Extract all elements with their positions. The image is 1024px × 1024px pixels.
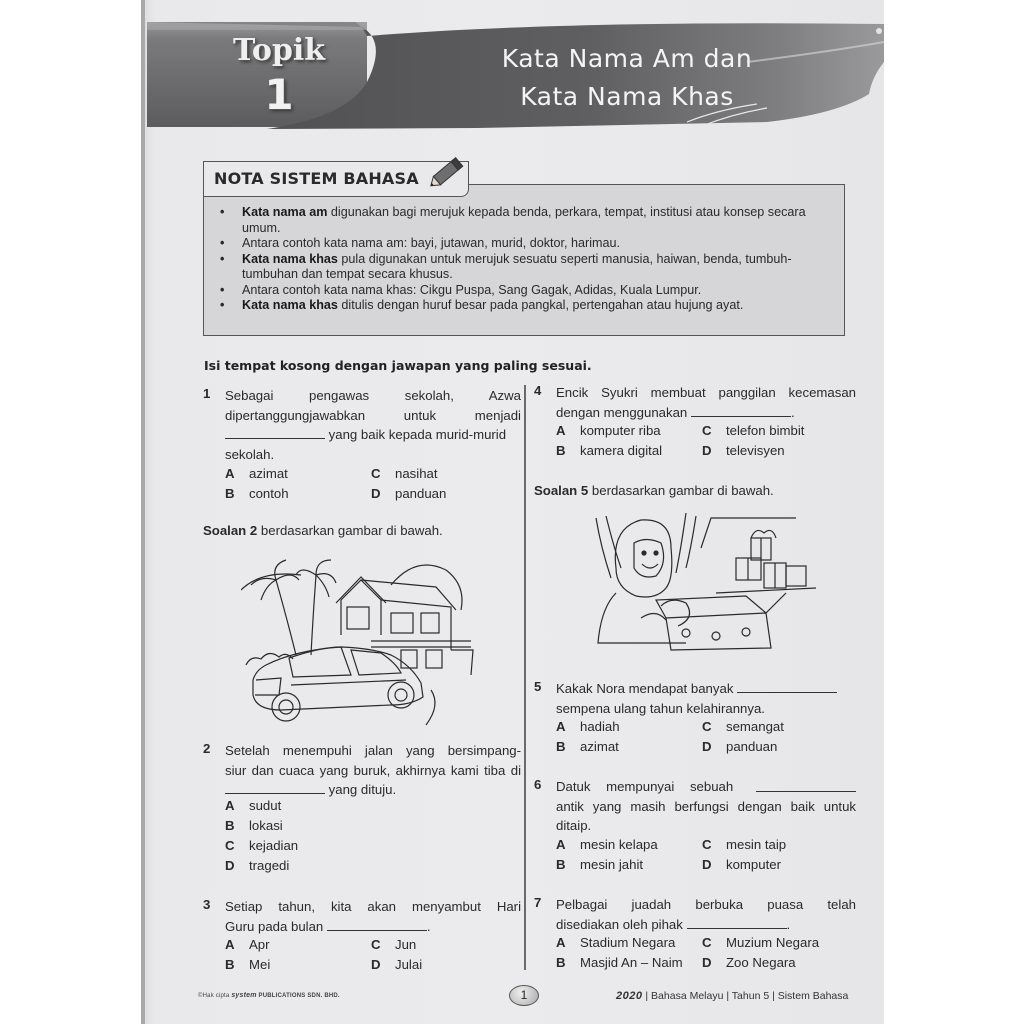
stem-line: sekolah. — [225, 447, 275, 463]
option-text: panduan — [726, 739, 778, 754]
nota-point-text: ditulis dengan huruf besar pada pangkal, pertengahan atau hujung ayat. — [337, 298, 744, 312]
option-b[interactable] — [556, 855, 643, 875]
option-text: komputer riba — [580, 423, 661, 438]
option-text: contoh — [249, 486, 289, 501]
stem-text: . — [790, 404, 795, 420]
option-letter: D — [702, 955, 712, 970]
option-d[interactable] — [702, 737, 777, 757]
option-text: sudut — [249, 798, 282, 813]
answer-blank[interactable] — [225, 427, 325, 439]
nota-point-text: Antara contoh kata nama am: bayi, jutawan, murid, doktor, harimau. — [242, 236, 621, 250]
copyright-prefix: ©Hak cipta — [198, 993, 232, 999]
question-number: 3 — [203, 897, 211, 912]
nota-point — [218, 252, 836, 283]
option-letter: D — [702, 857, 712, 872]
option-text: azimat — [249, 466, 288, 481]
question-stem — [556, 679, 856, 718]
option-a[interactable] — [225, 796, 281, 816]
question-3 — [203, 897, 521, 977]
topic-number: 1 — [264, 70, 294, 119]
option-letter: C — [702, 423, 712, 438]
option-letter: B — [225, 957, 235, 972]
stem-line — [556, 915, 856, 935]
option-text: Zoo Negara — [726, 955, 796, 970]
stem-text: . — [426, 918, 431, 934]
option-text: nasihat — [395, 466, 438, 481]
pencil-icon — [424, 150, 472, 194]
stem-line — [556, 403, 856, 423]
option-text: Apr — [249, 937, 270, 952]
option-letter: A — [225, 466, 235, 481]
option-a[interactable] — [225, 464, 288, 484]
option-c[interactable] — [371, 935, 416, 955]
option-text: telefon bimbit — [726, 423, 805, 438]
option-text: Muzium Negara — [726, 935, 820, 950]
answer-blank[interactable] — [327, 919, 427, 931]
option-letter: A — [225, 798, 235, 813]
option-letter: B — [225, 486, 235, 501]
stem-line — [556, 777, 856, 797]
option-letter: A — [225, 937, 235, 952]
option-text: mesin jahit — [580, 857, 644, 872]
option-d[interactable] — [702, 441, 785, 461]
option-letter: B — [556, 443, 566, 458]
option-letter: B — [556, 955, 566, 970]
option-a[interactable] — [556, 421, 661, 441]
option-text: kamera digital — [580, 443, 663, 458]
option-text: Stadium Negara — [580, 935, 676, 950]
option-c[interactable] — [702, 933, 819, 953]
option-d[interactable] — [702, 855, 781, 875]
nota-point-text: pula digunakan untuk merujuk sesuatu seperti manusia, haiwan, benda, tumbuh-tumbuhan dan tempat secara khusus. — [242, 251, 792, 281]
publisher-brand: system — [231, 992, 257, 999]
nota-point-keyword: Kata nama am — [242, 205, 328, 219]
option-letter: C — [225, 838, 235, 853]
stem-text: disediakan oleh pihak — [556, 916, 683, 932]
stimulus-label-q2 — [203, 523, 443, 538]
option-a[interactable] — [556, 835, 658, 855]
option-text: kejadian — [249, 838, 299, 853]
stem-line: sempena ulang tahun kelahirannya. — [556, 700, 765, 716]
option-text: Masjid An – Naim — [580, 955, 683, 970]
option-b[interactable] — [556, 441, 662, 461]
option-text: televisyen — [726, 443, 785, 458]
book-meta — [616, 990, 848, 1002]
topic-title-line1: Kata Nama Am dan — [501, 44, 753, 73]
stem-line: siur dan cuaca yang buruk, akhirnya kami tiba di — [225, 762, 521, 778]
option-c[interactable] — [225, 836, 298, 856]
stem-line: Sebagai pengawas sekolah, Azwa — [225, 388, 521, 403]
option-letter: D — [702, 739, 712, 754]
instruction-text: Isi tempat kosong dengan jawapan yang paling sesuai. — [204, 358, 592, 373]
question-number: 5 — [534, 679, 542, 694]
nota-list — [218, 205, 836, 314]
question-6 — [534, 777, 856, 877]
question-number: 4 — [534, 383, 542, 398]
stimulus-label-text: berdasarkan gambar di bawah. — [257, 523, 443, 538]
question-number: 6 — [534, 777, 542, 792]
stimulus-label-text: berdasarkan gambar di bawah. — [588, 483, 774, 498]
question-number: 1 — [203, 386, 211, 401]
question-2 — [203, 741, 521, 871]
question-number: 7 — [534, 895, 542, 910]
stem-line: dipertanggungjawabkan untuk menjadi — [225, 407, 521, 423]
page-number-badge: 1 — [509, 985, 539, 1006]
publisher-name: PUBLICATIONS SDN. BHD. — [256, 993, 340, 999]
page-binding-edge — [141, 0, 145, 1024]
question-stem — [225, 386, 521, 465]
stem-text: dengan menggunakan — [556, 404, 688, 420]
question-5 — [534, 679, 856, 759]
stem-text: Datuk mempunyai sebuah — [556, 779, 734, 794]
answer-blank[interactable] — [687, 917, 787, 929]
stem-line: Pelbagai juadah berbuka puasa telah — [556, 897, 856, 912]
option-d[interactable] — [371, 955, 422, 975]
question-stem — [556, 383, 856, 422]
option-text: tragedi — [249, 858, 290, 873]
option-c[interactable] — [702, 421, 804, 441]
girl-opening-gift-illustration — [586, 508, 826, 653]
nota-point-text: digunakan bagi merujuk kepada benda, perkara, tempat, institusi atau konsep secara umum. — [242, 205, 806, 235]
nota-point-keyword: Kata nama khas — [242, 251, 338, 266]
stem-line — [225, 425, 521, 445]
stem-line: antik yang masih berfungsi dengan baik untuk — [556, 798, 856, 814]
question-stem — [556, 777, 856, 836]
stem-line: Setiap tahun, kita akan menyambut Hari — [225, 899, 521, 914]
option-a[interactable] — [556, 717, 620, 737]
option-text: semangat — [726, 719, 784, 734]
option-c[interactable] — [371, 464, 438, 484]
option-text: mesin taip — [726, 837, 787, 852]
book-year: 2020 — [616, 990, 643, 1002]
nota-point — [218, 298, 836, 314]
topic-label: Topik — [232, 33, 326, 68]
option-letter: A — [556, 837, 566, 852]
stem-line: ditaip. — [556, 818, 592, 834]
book-subject-info: | Bahasa Melayu | Tahun 5 | Sistem Bahasa — [642, 990, 849, 1002]
answer-blank[interactable] — [737, 681, 837, 693]
option-d[interactable] — [371, 484, 446, 504]
option-letter: D — [225, 858, 235, 873]
house-car-illustration — [241, 555, 481, 730]
workbook-page — [141, 0, 884, 1024]
option-text: lokasi — [249, 818, 283, 833]
nota-point — [218, 283, 836, 299]
option-a[interactable] — [556, 933, 675, 953]
answer-blank[interactable] — [225, 782, 325, 794]
question-7 — [534, 895, 856, 975]
option-letter: D — [371, 486, 381, 501]
option-a[interactable] — [225, 935, 270, 955]
option-letter: A — [556, 719, 566, 734]
stem-line — [225, 917, 521, 937]
option-b[interactable] — [225, 955, 270, 975]
option-text: Jun — [395, 937, 417, 952]
option-letter: A — [556, 935, 566, 950]
option-letter: B — [225, 818, 235, 833]
stem-text: yang dituju. — [328, 782, 397, 798]
stem-text: . — [786, 916, 791, 932]
stem-text: Kakak Nora mendapat banyak — [556, 681, 734, 696]
option-letter: C — [702, 837, 712, 852]
option-d[interactable] — [702, 953, 796, 973]
option-b[interactable] — [556, 953, 683, 973]
option-letter: B — [556, 857, 566, 872]
nota-box — [203, 184, 845, 336]
option-text: Mei — [249, 957, 271, 972]
stem-text: yang baik kepada murid-murid — [328, 427, 507, 443]
nota-heading: NOTA SISTEM BAHASA — [214, 169, 419, 188]
stem-line: Encik Syukri membuat panggilan kecemasan — [556, 385, 856, 400]
option-b[interactable] — [225, 816, 283, 836]
option-letter: D — [702, 443, 712, 458]
option-text: komputer — [726, 857, 781, 872]
question-4 — [534, 383, 856, 463]
answer-blank[interactable] — [691, 405, 791, 417]
nota-point — [218, 205, 836, 236]
option-letter: A — [556, 423, 566, 438]
question-stem — [225, 897, 521, 936]
option-text: Julai — [395, 957, 423, 972]
option-letter: C — [371, 466, 381, 481]
answer-blank[interactable] — [756, 780, 856, 792]
stimulus-label-bold: Soalan 2 — [203, 523, 258, 538]
question-stem — [556, 895, 856, 934]
option-letter: C — [371, 937, 381, 952]
stem-line: Setelah menempuhi jalan yang bersimpang- — [225, 743, 521, 758]
topic-title-line2: Kata Nama Khas — [520, 82, 734, 111]
question-number: 2 — [203, 741, 211, 756]
stem-text: Guru pada bulan — [225, 918, 324, 934]
option-b[interactable] — [225, 484, 289, 504]
stem-line — [556, 679, 856, 699]
question-1 — [203, 386, 521, 506]
column-divider — [524, 385, 526, 970]
option-b[interactable] — [556, 737, 619, 757]
option-c[interactable] — [702, 717, 784, 737]
topic-banner — [147, 22, 884, 129]
option-text: azimat — [580, 739, 619, 754]
copyright-notice — [198, 992, 340, 999]
option-letter: D — [371, 957, 381, 972]
nota-point-keyword: Kata nama khas — [242, 298, 338, 312]
topic-title — [477, 40, 777, 116]
option-text: hadiah — [580, 719, 620, 734]
option-letter: C — [702, 719, 712, 734]
nota-point — [218, 236, 836, 252]
stimulus-label-q5 — [534, 483, 774, 498]
stimulus-label-bold: Soalan 5 — [534, 483, 589, 498]
option-d[interactable] — [225, 856, 289, 876]
option-text: mesin kelapa — [580, 837, 658, 852]
option-text: panduan — [395, 486, 447, 501]
nota-point-text: Antara contoh kata nama khas: Cikgu Puspa, Sang Gagak, Adidas, Kuala Lumpur. — [242, 282, 702, 297]
option-c[interactable] — [702, 835, 786, 855]
option-letter: C — [702, 935, 712, 950]
question-stem — [225, 741, 521, 800]
option-letter: B — [556, 739, 566, 754]
